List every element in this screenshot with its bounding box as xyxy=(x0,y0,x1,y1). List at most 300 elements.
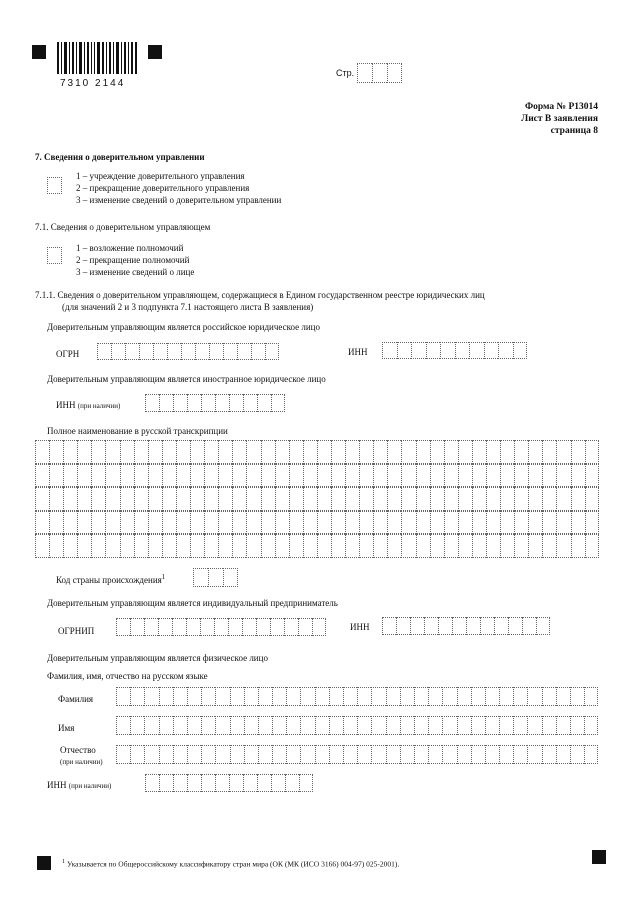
char-cell[interactable] xyxy=(585,534,599,558)
char-cell[interactable] xyxy=(400,716,414,735)
surname-field[interactable] xyxy=(116,687,598,706)
char-cell[interactable] xyxy=(513,716,527,735)
char-cell[interactable] xyxy=(373,487,387,511)
char-cell[interactable] xyxy=(204,487,218,511)
char-cell[interactable] xyxy=(289,534,303,558)
char-cell[interactable] xyxy=(430,534,444,558)
char-cell[interactable] xyxy=(486,440,500,464)
char-cell[interactable] xyxy=(187,687,201,706)
char-cell[interactable] xyxy=(190,440,204,464)
char-cell[interactable] xyxy=(500,440,514,464)
char-cell[interactable] xyxy=(343,716,357,735)
char-cell[interactable] xyxy=(571,534,585,558)
char-cell[interactable] xyxy=(275,487,289,511)
char-cell[interactable] xyxy=(570,687,584,706)
char-cell[interactable] xyxy=(486,487,500,511)
char-cell[interactable] xyxy=(500,464,514,488)
char-cell[interactable] xyxy=(317,534,331,558)
char-cell[interactable] xyxy=(105,487,119,511)
char-cell-row[interactable] xyxy=(116,745,598,764)
char-cell[interactable] xyxy=(134,464,148,488)
char-cell[interactable] xyxy=(416,487,430,511)
char-cell-row[interactable] xyxy=(35,534,599,558)
char-cell[interactable] xyxy=(556,511,570,535)
char-cell[interactable] xyxy=(458,464,472,488)
char-cell[interactable] xyxy=(218,464,232,488)
char-cell[interactable] xyxy=(289,440,303,464)
char-cell[interactable] xyxy=(458,534,472,558)
char-cell[interactable] xyxy=(289,464,303,488)
char-cell[interactable] xyxy=(286,716,300,735)
char-cell[interactable] xyxy=(584,687,598,706)
char-cell[interactable] xyxy=(584,716,598,735)
char-cell[interactable] xyxy=(401,487,415,511)
char-cell-row[interactable] xyxy=(35,487,599,511)
char-cell[interactable] xyxy=(218,511,232,535)
char-cell[interactable] xyxy=(49,511,63,535)
section-7-value-field[interactable] xyxy=(47,177,62,194)
char-cell[interactable] xyxy=(134,511,148,535)
char-cell[interactable] xyxy=(442,716,456,735)
char-cell[interactable] xyxy=(359,487,373,511)
char-cell[interactable] xyxy=(162,464,176,488)
char-cell[interactable] xyxy=(571,487,585,511)
char-cell[interactable] xyxy=(329,745,343,764)
char-cell[interactable] xyxy=(105,440,119,464)
char-cell[interactable] xyxy=(331,511,345,535)
individual-inn-field[interactable] xyxy=(145,774,313,792)
char-cell[interactable] xyxy=(91,487,105,511)
char-cell[interactable] xyxy=(416,511,430,535)
char-cell[interactable] xyxy=(162,487,176,511)
char-cell[interactable] xyxy=(371,716,385,735)
char-cell[interactable] xyxy=(77,464,91,488)
char-cell[interactable] xyxy=(134,440,148,464)
char-cell[interactable] xyxy=(542,511,556,535)
char-cell[interactable] xyxy=(35,534,49,558)
char-cell[interactable] xyxy=(244,716,258,735)
char-cell[interactable] xyxy=(49,487,63,511)
char-cell[interactable] xyxy=(542,716,556,735)
char-cell[interactable] xyxy=(442,745,456,764)
name-field[interactable] xyxy=(116,716,598,735)
char-cell[interactable] xyxy=(428,687,442,706)
char-cell[interactable] xyxy=(148,511,162,535)
char-cell[interactable] xyxy=(105,511,119,535)
char-cell[interactable] xyxy=(49,464,63,488)
char-cell[interactable] xyxy=(286,745,300,764)
char-cell[interactable] xyxy=(401,534,415,558)
char-cell[interactable] xyxy=(120,511,134,535)
char-cell[interactable] xyxy=(401,464,415,488)
char-cell[interactable] xyxy=(387,534,401,558)
char-cell[interactable] xyxy=(134,487,148,511)
char-cell[interactable] xyxy=(176,464,190,488)
char-cell[interactable] xyxy=(77,534,91,558)
char-cell[interactable] xyxy=(218,440,232,464)
char-cell[interactable] xyxy=(514,464,528,488)
char-cell[interactable] xyxy=(514,534,528,558)
char-cell[interactable] xyxy=(63,487,77,511)
char-cell[interactable] xyxy=(232,440,246,464)
char-cell[interactable] xyxy=(159,716,173,735)
country-code-field[interactable] xyxy=(193,568,238,587)
char-cell[interactable] xyxy=(345,440,359,464)
char-cell-row[interactable] xyxy=(35,511,599,535)
char-cell[interactable] xyxy=(416,440,430,464)
char-cell[interactable] xyxy=(472,440,486,464)
char-cell[interactable] xyxy=(401,511,415,535)
char-cell[interactable] xyxy=(204,464,218,488)
char-cell[interactable] xyxy=(232,534,246,558)
char-cell[interactable] xyxy=(35,511,49,535)
char-cell[interactable] xyxy=(359,534,373,558)
char-cell[interactable] xyxy=(201,716,215,735)
char-cell[interactable] xyxy=(485,687,499,706)
char-cell[interactable] xyxy=(514,511,528,535)
char-cell[interactable] xyxy=(77,511,91,535)
char-cell[interactable] xyxy=(246,440,260,464)
char-cell[interactable] xyxy=(176,511,190,535)
char-cell[interactable] xyxy=(528,511,542,535)
char-cell[interactable] xyxy=(275,511,289,535)
char-cell-row[interactable] xyxy=(35,464,599,488)
char-cell[interactable] xyxy=(329,687,343,706)
char-cell[interactable] xyxy=(77,487,91,511)
char-cell[interactable] xyxy=(105,534,119,558)
char-cell[interactable] xyxy=(444,511,458,535)
char-cell[interactable] xyxy=(116,716,130,735)
char-cell[interactable] xyxy=(585,487,599,511)
char-cell[interactable] xyxy=(159,687,173,706)
char-cell[interactable] xyxy=(187,745,201,764)
char-cell[interactable] xyxy=(289,487,303,511)
char-cell[interactable] xyxy=(386,745,400,764)
char-cell[interactable] xyxy=(35,487,49,511)
char-cell[interactable] xyxy=(134,534,148,558)
char-cell[interactable] xyxy=(472,487,486,511)
char-cell[interactable] xyxy=(173,716,187,735)
char-cell[interactable] xyxy=(303,440,317,464)
char-cell[interactable] xyxy=(343,687,357,706)
char-cell[interactable] xyxy=(317,440,331,464)
char-cell[interactable] xyxy=(331,487,345,511)
char-cell[interactable] xyxy=(303,464,317,488)
char-cell[interactable] xyxy=(173,687,187,706)
char-cell[interactable] xyxy=(244,687,258,706)
char-cell[interactable] xyxy=(187,716,201,735)
char-cell[interactable] xyxy=(261,440,275,464)
char-cell[interactable] xyxy=(315,745,329,764)
char-cell[interactable] xyxy=(585,464,599,488)
char-cell[interactable] xyxy=(244,745,258,764)
char-cell[interactable] xyxy=(49,534,63,558)
char-cell[interactable] xyxy=(571,464,585,488)
fullname-grid[interactable] xyxy=(35,440,599,558)
char-cell[interactable] xyxy=(329,716,343,735)
patronymic-field[interactable] xyxy=(116,745,598,764)
char-cell[interactable] xyxy=(215,687,229,706)
char-cell[interactable] xyxy=(556,464,570,488)
char-cell[interactable] xyxy=(300,687,314,706)
char-cell[interactable] xyxy=(444,487,458,511)
char-cell-row[interactable] xyxy=(116,687,598,706)
char-cell[interactable] xyxy=(300,745,314,764)
char-cell-row[interactable] xyxy=(116,716,598,735)
char-cell[interactable] xyxy=(77,440,91,464)
char-cell[interactable] xyxy=(130,716,144,735)
char-cell[interactable] xyxy=(91,534,105,558)
char-cell[interactable] xyxy=(63,511,77,535)
char-cell[interactable] xyxy=(442,687,456,706)
char-cell[interactable] xyxy=(275,440,289,464)
char-cell[interactable] xyxy=(230,745,244,764)
char-cell[interactable] xyxy=(345,487,359,511)
char-cell[interactable] xyxy=(528,534,542,558)
page-number-field[interactable] xyxy=(357,63,402,83)
char-cell[interactable] xyxy=(317,464,331,488)
char-cell[interactable] xyxy=(387,440,401,464)
char-cell[interactable] xyxy=(91,464,105,488)
char-cell[interactable] xyxy=(485,745,499,764)
char-cell[interactable] xyxy=(457,716,471,735)
char-cell[interactable] xyxy=(444,440,458,464)
char-cell[interactable] xyxy=(130,687,144,706)
char-cell[interactable] xyxy=(500,487,514,511)
char-cell[interactable] xyxy=(500,534,514,558)
char-cell[interactable] xyxy=(401,440,415,464)
char-cell[interactable] xyxy=(444,464,458,488)
char-cell[interactable] xyxy=(387,511,401,535)
char-cell[interactable] xyxy=(471,687,485,706)
char-cell[interactable] xyxy=(246,464,260,488)
char-cell[interactable] xyxy=(387,464,401,488)
char-cell[interactable] xyxy=(317,487,331,511)
char-cell[interactable] xyxy=(556,440,570,464)
char-cell[interactable] xyxy=(35,440,49,464)
char-cell[interactable] xyxy=(215,745,229,764)
char-cell[interactable] xyxy=(570,745,584,764)
char-cell[interactable] xyxy=(542,687,556,706)
char-cell[interactable] xyxy=(542,745,556,764)
char-cell[interactable] xyxy=(527,716,541,735)
char-cell[interactable] xyxy=(116,687,130,706)
char-cell[interactable] xyxy=(258,687,272,706)
char-cell[interactable] xyxy=(246,487,260,511)
char-cell[interactable] xyxy=(201,745,215,764)
char-cell[interactable] xyxy=(386,716,400,735)
char-cell[interactable] xyxy=(162,511,176,535)
char-cell[interactable] xyxy=(570,716,584,735)
char-cell[interactable] xyxy=(542,440,556,464)
char-cell[interactable] xyxy=(176,487,190,511)
char-cell[interactable] xyxy=(120,487,134,511)
char-cell[interactable] xyxy=(300,716,314,735)
char-cell[interactable] xyxy=(303,487,317,511)
char-cell[interactable] xyxy=(315,716,329,735)
char-cell[interactable] xyxy=(472,511,486,535)
char-cell[interactable] xyxy=(430,464,444,488)
char-cell[interactable] xyxy=(458,440,472,464)
char-cell[interactable] xyxy=(345,534,359,558)
char-cell[interactable] xyxy=(261,511,275,535)
char-cell[interactable] xyxy=(218,487,232,511)
char-cell[interactable] xyxy=(458,511,472,535)
char-cell[interactable] xyxy=(571,511,585,535)
char-cell[interactable] xyxy=(176,440,190,464)
char-cell[interactable] xyxy=(63,534,77,558)
char-cell[interactable] xyxy=(258,716,272,735)
char-cell[interactable] xyxy=(204,511,218,535)
char-cell[interactable] xyxy=(373,534,387,558)
char-cell[interactable] xyxy=(91,440,105,464)
char-cell[interactable] xyxy=(204,440,218,464)
char-cell[interactable] xyxy=(289,511,303,535)
char-cell[interactable] xyxy=(542,534,556,558)
char-cell[interactable] xyxy=(357,716,371,735)
char-cell[interactable] xyxy=(232,487,246,511)
char-cell[interactable] xyxy=(315,687,329,706)
char-cell[interactable] xyxy=(275,464,289,488)
char-cell[interactable] xyxy=(373,440,387,464)
char-cell[interactable] xyxy=(116,745,130,764)
char-cell[interactable] xyxy=(414,716,428,735)
char-cell[interactable] xyxy=(148,440,162,464)
char-cell[interactable] xyxy=(190,534,204,558)
char-cell[interactable] xyxy=(272,687,286,706)
char-cell[interactable] xyxy=(527,745,541,764)
char-cell[interactable] xyxy=(571,440,585,464)
char-cell[interactable] xyxy=(430,511,444,535)
char-cell[interactable] xyxy=(428,745,442,764)
char-cell[interactable] xyxy=(176,534,190,558)
char-cell[interactable] xyxy=(458,487,472,511)
char-cell[interactable] xyxy=(345,511,359,535)
char-cell[interactable] xyxy=(414,687,428,706)
char-cell[interactable] xyxy=(120,464,134,488)
char-cell[interactable] xyxy=(444,534,458,558)
char-cell[interactable] xyxy=(120,534,134,558)
char-cell[interactable] xyxy=(258,745,272,764)
char-cell[interactable] xyxy=(232,511,246,535)
char-cell[interactable] xyxy=(230,716,244,735)
char-cell[interactable] xyxy=(148,534,162,558)
char-cell[interactable] xyxy=(261,534,275,558)
char-cell[interactable] xyxy=(144,745,158,764)
char-cell[interactable] xyxy=(528,487,542,511)
char-cell[interactable] xyxy=(457,745,471,764)
char-cell[interactable] xyxy=(63,440,77,464)
char-cell[interactable] xyxy=(148,487,162,511)
char-cell[interactable] xyxy=(486,534,500,558)
char-cell[interactable] xyxy=(261,487,275,511)
char-cell[interactable] xyxy=(190,511,204,535)
char-cell[interactable] xyxy=(359,440,373,464)
char-cell[interactable] xyxy=(218,534,232,558)
char-cell[interactable] xyxy=(556,687,570,706)
char-cell[interactable] xyxy=(527,687,541,706)
char-cell[interactable] xyxy=(359,464,373,488)
char-cell[interactable] xyxy=(359,511,373,535)
char-cell[interactable] xyxy=(371,687,385,706)
char-cell[interactable] xyxy=(472,534,486,558)
char-cell[interactable] xyxy=(215,716,229,735)
char-cell[interactable] xyxy=(542,464,556,488)
foreign-legal-inn-field[interactable] xyxy=(145,394,285,412)
char-cell[interactable] xyxy=(201,687,215,706)
char-cell[interactable] xyxy=(303,534,317,558)
char-cell[interactable] xyxy=(514,440,528,464)
char-cell[interactable] xyxy=(400,687,414,706)
char-cell[interactable] xyxy=(585,511,599,535)
char-cell[interactable] xyxy=(528,440,542,464)
char-cell[interactable] xyxy=(556,716,570,735)
char-cell[interactable] xyxy=(556,487,570,511)
char-cell[interactable] xyxy=(457,687,471,706)
char-cell[interactable] xyxy=(585,440,599,464)
char-cell[interactable] xyxy=(357,745,371,764)
char-cell[interactable] xyxy=(514,487,528,511)
char-cell[interactable] xyxy=(513,687,527,706)
char-cell[interactable] xyxy=(130,745,144,764)
char-cell[interactable] xyxy=(204,534,218,558)
char-cell[interactable] xyxy=(162,440,176,464)
char-cell[interactable] xyxy=(357,687,371,706)
char-cell[interactable] xyxy=(91,511,105,535)
char-cell[interactable] xyxy=(500,511,514,535)
char-cell[interactable] xyxy=(162,534,176,558)
char-cell[interactable] xyxy=(272,745,286,764)
char-cell[interactable] xyxy=(414,745,428,764)
char-cell[interactable] xyxy=(542,487,556,511)
char-cell[interactable] xyxy=(343,745,357,764)
char-cell[interactable] xyxy=(35,464,49,488)
char-cell[interactable] xyxy=(303,511,317,535)
char-cell[interactable] xyxy=(373,511,387,535)
char-cell[interactable] xyxy=(105,464,119,488)
char-cell[interactable] xyxy=(331,464,345,488)
char-cell[interactable] xyxy=(485,716,499,735)
char-cell[interactable] xyxy=(345,464,359,488)
char-cell[interactable] xyxy=(331,440,345,464)
char-cell[interactable] xyxy=(556,745,570,764)
char-cell[interactable] xyxy=(173,745,187,764)
entrepreneur-inn-field[interactable] xyxy=(382,617,550,635)
char-cell[interactable] xyxy=(386,687,400,706)
char-cell[interactable] xyxy=(49,440,63,464)
char-cell[interactable] xyxy=(190,464,204,488)
char-cell[interactable] xyxy=(331,534,345,558)
char-cell[interactable] xyxy=(120,440,134,464)
char-cell-row[interactable] xyxy=(35,440,599,464)
char-cell[interactable] xyxy=(528,464,542,488)
char-cell[interactable] xyxy=(144,687,158,706)
ogrn-field[interactable] xyxy=(97,343,279,360)
char-cell[interactable] xyxy=(63,464,77,488)
char-cell[interactable] xyxy=(428,716,442,735)
char-cell[interactable] xyxy=(499,716,513,735)
char-cell[interactable] xyxy=(499,687,513,706)
char-cell[interactable] xyxy=(486,511,500,535)
char-cell[interactable] xyxy=(387,487,401,511)
char-cell[interactable] xyxy=(430,440,444,464)
char-cell[interactable] xyxy=(472,464,486,488)
char-cell[interactable] xyxy=(272,716,286,735)
section-7-1-value-field[interactable] xyxy=(47,247,62,264)
char-cell[interactable] xyxy=(486,464,500,488)
char-cell[interactable] xyxy=(513,745,527,764)
char-cell[interactable] xyxy=(286,687,300,706)
